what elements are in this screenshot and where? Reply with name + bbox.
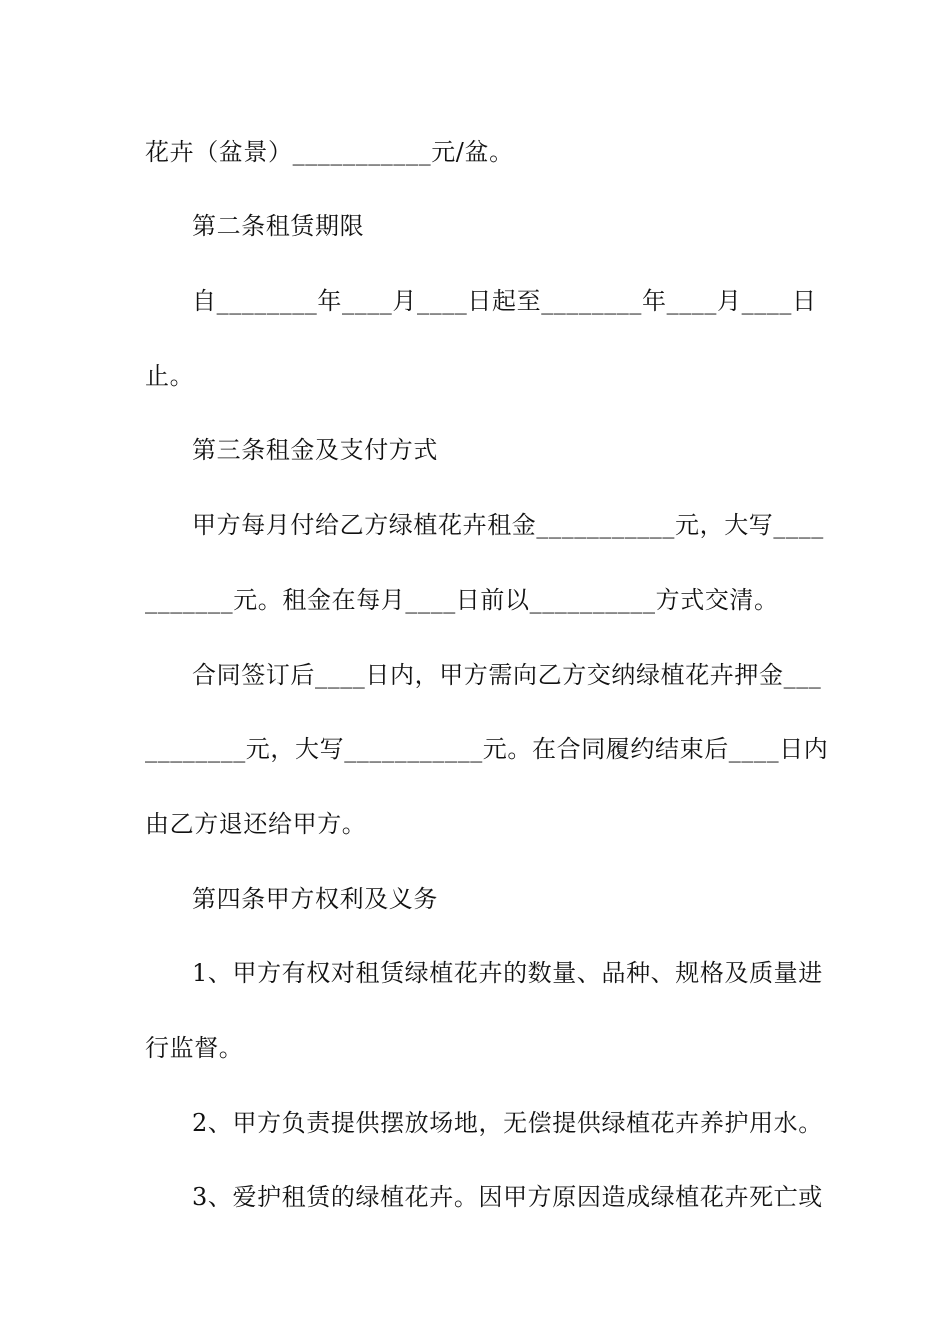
text-line-clause-1-cont: 行监督。: [145, 1034, 244, 1062]
text-line-lease-dates-end: 止。: [145, 362, 195, 390]
text-line-clause-1: 1、甲方有权对租赁绿植花卉的数量、品种、规格及质量进: [192, 959, 823, 987]
text-line-clause-2: 2、甲方负责提供摆放场地，无偿提供绿植花卉养护用水。: [192, 1109, 823, 1137]
text-line-rent-due: _______元。租金在每月____日前以__________方式交清。: [145, 586, 779, 614]
text-line-deposit: 合同签订后____日内，甲方需向乙方交纳绿植花卉押金___: [192, 661, 822, 689]
text-line-monthly-rent: 甲方每月付给乙方绿植花卉租金___________元，大写____: [192, 511, 824, 539]
section-heading-rent-payment: 第三条租金及支付方式: [192, 436, 438, 464]
section-heading-party-a-rights: 第四条甲方权利及义务: [192, 885, 438, 913]
section-heading-lease-term: 第二条租赁期限: [192, 212, 365, 240]
text-line-flower-price: 花卉（盆景）___________元/盆。: [145, 138, 514, 166]
text-line-deposit-refund: 由乙方退还给甲方。: [145, 810, 367, 838]
text-line-clause-3: 3、爱护租赁的绿植花卉。因甲方原因造成绿植花卉死亡或: [192, 1183, 823, 1211]
text-line-deposit-amount: ________元，大写___________元。在合同履约结束后____日内: [145, 735, 829, 763]
text-line-lease-dates: 自________年____月____日起至________年____月____日: [192, 287, 817, 315]
